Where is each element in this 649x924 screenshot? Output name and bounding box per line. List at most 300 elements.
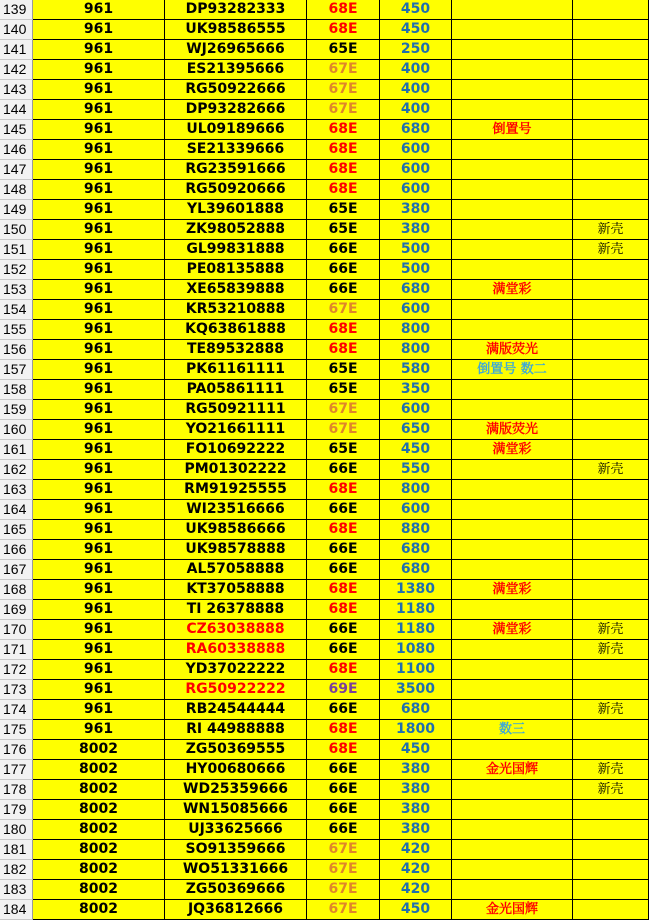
cell-price[interactable]: 600 <box>380 400 452 420</box>
row-header[interactable]: 152 <box>0 260 33 280</box>
cell-grade[interactable]: 65E <box>307 360 380 380</box>
cell-grade[interactable]: 66E <box>307 540 380 560</box>
cell-note[interactable] <box>452 740 573 760</box>
cell-series[interactable]: 961 <box>33 100 165 120</box>
row-header[interactable]: 174 <box>0 700 33 720</box>
cell-shell[interactable] <box>573 20 649 40</box>
row-header[interactable]: 157 <box>0 360 33 380</box>
cell-price[interactable]: 800 <box>380 480 452 500</box>
cell-serial-number[interactable]: YL39601888 <box>165 200 307 220</box>
cell-note[interactable] <box>452 0 573 20</box>
cell-grade[interactable]: 68E <box>307 660 380 680</box>
cell-series[interactable]: 961 <box>33 240 165 260</box>
cell-price[interactable]: 380 <box>380 780 452 800</box>
row-header[interactable]: 172 <box>0 660 33 680</box>
cell-grade[interactable]: 67E <box>307 900 380 920</box>
cell-series[interactable]: 961 <box>33 300 165 320</box>
cell-serial-number[interactable]: UL09189666 <box>165 120 307 140</box>
row-header[interactable]: 161 <box>0 440 33 460</box>
cell-shell[interactable] <box>573 500 649 520</box>
cell-price[interactable]: 450 <box>380 20 452 40</box>
cell-shell[interactable] <box>573 100 649 120</box>
row-header[interactable]: 181 <box>0 840 33 860</box>
cell-note[interactable] <box>452 400 573 420</box>
cell-price[interactable]: 650 <box>380 420 452 440</box>
cell-serial-number[interactable]: RM91925555 <box>165 480 307 500</box>
cell-series[interactable]: 961 <box>33 120 165 140</box>
cell-note[interactable] <box>452 380 573 400</box>
cell-grade[interactable]: 68E <box>307 580 380 600</box>
cell-price[interactable]: 680 <box>380 560 452 580</box>
cell-series[interactable]: 961 <box>33 80 165 100</box>
cell-note[interactable] <box>452 240 573 260</box>
cell-note[interactable] <box>452 320 573 340</box>
cell-price[interactable]: 680 <box>380 700 452 720</box>
cell-serial-number[interactable]: XE65839888 <box>165 280 307 300</box>
cell-shell[interactable]: 新壳 <box>573 700 649 720</box>
cell-grade[interactable]: 66E <box>307 640 380 660</box>
cell-series[interactable]: 961 <box>33 440 165 460</box>
row-header[interactable]: 148 <box>0 180 33 200</box>
cell-series[interactable]: 961 <box>33 540 165 560</box>
cell-series[interactable]: 961 <box>33 520 165 540</box>
cell-note[interactable] <box>452 300 573 320</box>
cell-shell[interactable] <box>573 520 649 540</box>
cell-note[interactable] <box>452 540 573 560</box>
cell-grade[interactable]: 67E <box>307 880 380 900</box>
cell-grade[interactable]: 67E <box>307 420 380 440</box>
cell-price[interactable]: 680 <box>380 280 452 300</box>
cell-note[interactable] <box>452 880 573 900</box>
cell-series[interactable]: 961 <box>33 280 165 300</box>
cell-note[interactable] <box>452 780 573 800</box>
row-header[interactable]: 173 <box>0 680 33 700</box>
cell-grade[interactable]: 68E <box>307 180 380 200</box>
cell-serial-number[interactable]: KQ63861888 <box>165 320 307 340</box>
cell-series[interactable]: 961 <box>33 40 165 60</box>
cell-grade[interactable]: 66E <box>307 240 380 260</box>
cell-grade[interactable]: 65E <box>307 220 380 240</box>
cell-serial-number[interactable]: UJ33625666 <box>165 820 307 840</box>
cell-series[interactable]: 961 <box>33 700 165 720</box>
cell-series[interactable]: 961 <box>33 160 165 180</box>
row-header[interactable]: 171 <box>0 640 33 660</box>
cell-price[interactable]: 1100 <box>380 660 452 680</box>
cell-price[interactable]: 400 <box>380 60 452 80</box>
cell-shell[interactable] <box>573 200 649 220</box>
cell-grade[interactable]: 68E <box>307 320 380 340</box>
cell-note[interactable] <box>452 140 573 160</box>
cell-grade[interactable]: 66E <box>307 620 380 640</box>
cell-series[interactable]: 8002 <box>33 760 165 780</box>
cell-grade[interactable]: 68E <box>307 720 380 740</box>
cell-series[interactable]: 8002 <box>33 840 165 860</box>
cell-shell[interactable] <box>573 540 649 560</box>
cell-shell[interactable] <box>573 160 649 180</box>
cell-price[interactable]: 380 <box>380 820 452 840</box>
cell-note[interactable] <box>452 460 573 480</box>
cell-note[interactable] <box>452 20 573 40</box>
cell-grade[interactable]: 68E <box>307 0 380 20</box>
cell-note[interactable] <box>452 560 573 580</box>
cell-shell[interactable]: 新壳 <box>573 780 649 800</box>
cell-note[interactable]: 倒置号 <box>452 120 573 140</box>
cell-serial-number[interactable]: YD37022222 <box>165 660 307 680</box>
cell-series[interactable]: 961 <box>33 260 165 280</box>
cell-series[interactable]: 961 <box>33 360 165 380</box>
cell-shell[interactable] <box>573 320 649 340</box>
row-header[interactable]: 158 <box>0 380 33 400</box>
cell-price[interactable]: 380 <box>380 800 452 820</box>
row-header[interactable]: 139 <box>0 0 33 20</box>
cell-grade[interactable]: 68E <box>307 520 380 540</box>
cell-series[interactable]: 961 <box>33 20 165 40</box>
cell-shell[interactable] <box>573 120 649 140</box>
cell-shell[interactable]: 新壳 <box>573 220 649 240</box>
cell-price[interactable]: 500 <box>380 240 452 260</box>
cell-series[interactable]: 8002 <box>33 820 165 840</box>
cell-series[interactable]: 961 <box>33 460 165 480</box>
cell-series[interactable]: 961 <box>33 380 165 400</box>
cell-shell[interactable] <box>573 600 649 620</box>
cell-note[interactable]: 金光国辉 <box>452 760 573 780</box>
cell-note[interactable]: 满堂彩 <box>452 280 573 300</box>
cell-serial-number[interactable]: DP93282333 <box>165 0 307 20</box>
cell-shell[interactable] <box>573 840 649 860</box>
cell-note[interactable] <box>452 80 573 100</box>
cell-price[interactable]: 550 <box>380 460 452 480</box>
row-header[interactable]: 170 <box>0 620 33 640</box>
cell-shell[interactable]: 新壳 <box>573 460 649 480</box>
cell-note[interactable] <box>452 700 573 720</box>
cell-price[interactable]: 3500 <box>380 680 452 700</box>
cell-serial-number[interactable]: DP93282666 <box>165 100 307 120</box>
cell-series[interactable]: 961 <box>33 420 165 440</box>
cell-series[interactable]: 961 <box>33 60 165 80</box>
cell-serial-number[interactable]: TE89532888 <box>165 340 307 360</box>
cell-shell[interactable] <box>573 900 649 920</box>
cell-series[interactable]: 961 <box>33 320 165 340</box>
cell-series[interactable]: 961 <box>33 400 165 420</box>
cell-grade[interactable]: 68E <box>307 480 380 500</box>
cell-shell[interactable] <box>573 360 649 380</box>
cell-price[interactable]: 880 <box>380 520 452 540</box>
row-header[interactable]: 149 <box>0 200 33 220</box>
row-header[interactable]: 169 <box>0 600 33 620</box>
cell-series[interactable]: 961 <box>33 500 165 520</box>
row-header[interactable]: 175 <box>0 720 33 740</box>
cell-serial-number[interactable]: HY00680666 <box>165 760 307 780</box>
cell-serial-number[interactable]: KR53210888 <box>165 300 307 320</box>
cell-serial-number[interactable]: YO21661111 <box>165 420 307 440</box>
cell-price[interactable]: 250 <box>380 40 452 60</box>
cell-shell[interactable] <box>573 80 649 100</box>
cell-grade[interactable]: 69E <box>307 680 380 700</box>
cell-price[interactable]: 600 <box>380 180 452 200</box>
row-header[interactable]: 180 <box>0 820 33 840</box>
cell-serial-number[interactable]: UK98578888 <box>165 540 307 560</box>
cell-price[interactable]: 450 <box>380 900 452 920</box>
cell-price[interactable]: 450 <box>380 440 452 460</box>
cell-series[interactable]: 961 <box>33 600 165 620</box>
cell-grade[interactable]: 67E <box>307 860 380 880</box>
cell-grade[interactable]: 67E <box>307 400 380 420</box>
cell-grade[interactable]: 66E <box>307 700 380 720</box>
cell-price[interactable]: 580 <box>380 360 452 380</box>
cell-shell[interactable] <box>573 720 649 740</box>
cell-note[interactable] <box>452 60 573 80</box>
row-header[interactable]: 162 <box>0 460 33 480</box>
row-header[interactable]: 184 <box>0 900 33 920</box>
cell-series[interactable]: 961 <box>33 220 165 240</box>
cell-series[interactable]: 8002 <box>33 740 165 760</box>
cell-note[interactable]: 金光国辉 <box>452 900 573 920</box>
row-header[interactable]: 154 <box>0 300 33 320</box>
cell-price[interactable]: 680 <box>380 540 452 560</box>
cell-serial-number[interactable]: ES21395666 <box>165 60 307 80</box>
cell-series[interactable]: 8002 <box>33 880 165 900</box>
cell-shell[interactable] <box>573 880 649 900</box>
cell-series[interactable]: 961 <box>33 340 165 360</box>
cell-shell[interactable] <box>573 680 649 700</box>
cell-note[interactable] <box>452 660 573 680</box>
cell-grade[interactable]: 66E <box>307 760 380 780</box>
row-header[interactable]: 151 <box>0 240 33 260</box>
cell-shell[interactable]: 新壳 <box>573 640 649 660</box>
cell-shell[interactable] <box>573 60 649 80</box>
cell-shell[interactable] <box>573 580 649 600</box>
row-header[interactable]: 178 <box>0 780 33 800</box>
row-header[interactable]: 183 <box>0 880 33 900</box>
cell-serial-number[interactable]: ZG50369666 <box>165 880 307 900</box>
cell-price[interactable]: 380 <box>380 220 452 240</box>
cell-series[interactable]: 961 <box>33 680 165 700</box>
cell-serial-number[interactable]: PE08135888 <box>165 260 307 280</box>
cell-grade[interactable]: 66E <box>307 260 380 280</box>
cell-serial-number[interactable]: RG23591666 <box>165 160 307 180</box>
cell-price[interactable]: 420 <box>380 880 452 900</box>
cell-shell[interactable] <box>573 660 649 680</box>
cell-series[interactable]: 8002 <box>33 900 165 920</box>
cell-serial-number[interactable]: RG50922666 <box>165 80 307 100</box>
cell-shell[interactable]: 新壳 <box>573 760 649 780</box>
cell-price[interactable]: 600 <box>380 140 452 160</box>
cell-grade[interactable]: 67E <box>307 300 380 320</box>
cell-grade[interactable]: 66E <box>307 460 380 480</box>
cell-serial-number[interactable]: PK61161111 <box>165 360 307 380</box>
row-header[interactable]: 182 <box>0 860 33 880</box>
cell-note[interactable]: 倒置号 数二 <box>452 360 573 380</box>
cell-note[interactable]: 数三 <box>452 720 573 740</box>
cell-serial-number[interactable]: ZG50369555 <box>165 740 307 760</box>
cell-note[interactable]: 满堂彩 <box>452 620 573 640</box>
cell-series[interactable]: 961 <box>33 140 165 160</box>
cell-serial-number[interactable]: SO91359666 <box>165 840 307 860</box>
cell-grade[interactable]: 67E <box>307 840 380 860</box>
cell-price[interactable]: 1800 <box>380 720 452 740</box>
row-header[interactable]: 156 <box>0 340 33 360</box>
cell-note[interactable] <box>452 600 573 620</box>
cell-serial-number[interactable]: AL57058888 <box>165 560 307 580</box>
cell-series[interactable]: 961 <box>33 640 165 660</box>
cell-serial-number[interactable]: FO10692222 <box>165 440 307 460</box>
cell-shell[interactable] <box>573 400 649 420</box>
cell-note[interactable] <box>452 100 573 120</box>
cell-price[interactable]: 1380 <box>380 580 452 600</box>
cell-note[interactable]: 满版荧光 <box>452 420 573 440</box>
cell-series[interactable]: 8002 <box>33 800 165 820</box>
cell-serial-number[interactable]: UK98586555 <box>165 20 307 40</box>
row-header[interactable]: 145 <box>0 120 33 140</box>
cell-note[interactable] <box>452 840 573 860</box>
cell-shell[interactable] <box>573 280 649 300</box>
cell-series[interactable]: 961 <box>33 620 165 640</box>
cell-serial-number[interactable]: KT37058888 <box>165 580 307 600</box>
cell-shell[interactable] <box>573 180 649 200</box>
cell-shell[interactable] <box>573 560 649 580</box>
cell-shell[interactable] <box>573 40 649 60</box>
cell-note[interactable] <box>452 220 573 240</box>
cell-grade[interactable]: 66E <box>307 820 380 840</box>
row-header[interactable]: 147 <box>0 160 33 180</box>
cell-shell[interactable]: 新壳 <box>573 620 649 640</box>
cell-price[interactable]: 600 <box>380 500 452 520</box>
cell-grade[interactable]: 67E <box>307 80 380 100</box>
cell-note[interactable] <box>452 480 573 500</box>
cell-series[interactable]: 961 <box>33 180 165 200</box>
cell-price[interactable]: 380 <box>380 760 452 780</box>
cell-series[interactable]: 961 <box>33 200 165 220</box>
row-header[interactable]: 163 <box>0 480 33 500</box>
cell-price[interactable]: 450 <box>380 0 452 20</box>
cell-shell[interactable] <box>573 860 649 880</box>
cell-serial-number[interactable]: PM01302222 <box>165 460 307 480</box>
cell-shell[interactable] <box>573 340 649 360</box>
cell-grade[interactable]: 65E <box>307 40 380 60</box>
cell-price[interactable]: 450 <box>380 740 452 760</box>
row-header[interactable]: 153 <box>0 280 33 300</box>
cell-serial-number[interactable]: RB24544444 <box>165 700 307 720</box>
cell-grade[interactable]: 67E <box>307 60 380 80</box>
cell-price[interactable]: 800 <box>380 320 452 340</box>
cell-serial-number[interactable]: RG50922222 <box>165 680 307 700</box>
cell-grade[interactable]: 68E <box>307 340 380 360</box>
cell-grade[interactable]: 65E <box>307 380 380 400</box>
cell-price[interactable]: 1180 <box>380 600 452 620</box>
cell-shell[interactable] <box>573 800 649 820</box>
cell-note[interactable] <box>452 180 573 200</box>
row-header[interactable]: 179 <box>0 800 33 820</box>
cell-note[interactable] <box>452 200 573 220</box>
cell-price[interactable]: 420 <box>380 840 452 860</box>
row-header[interactable]: 176 <box>0 740 33 760</box>
cell-serial-number[interactable]: SE21339666 <box>165 140 307 160</box>
cell-grade[interactable]: 68E <box>307 600 380 620</box>
cell-note[interactable] <box>452 800 573 820</box>
cell-price[interactable]: 420 <box>380 860 452 880</box>
cell-shell[interactable] <box>573 300 649 320</box>
row-header[interactable]: 142 <box>0 60 33 80</box>
cell-serial-number[interactable]: UK98586666 <box>165 520 307 540</box>
cell-serial-number[interactable]: WO51331666 <box>165 860 307 880</box>
cell-series[interactable]: 961 <box>33 560 165 580</box>
cell-note[interactable] <box>452 820 573 840</box>
cell-serial-number[interactable]: RG50920666 <box>165 180 307 200</box>
cell-grade[interactable]: 65E <box>307 200 380 220</box>
cell-serial-number[interactable]: GL99831888 <box>165 240 307 260</box>
cell-note[interactable] <box>452 260 573 280</box>
row-header[interactable]: 150 <box>0 220 33 240</box>
cell-series[interactable]: 961 <box>33 660 165 680</box>
row-header[interactable]: 141 <box>0 40 33 60</box>
cell-grade[interactable]: 65E <box>307 440 380 460</box>
cell-serial-number[interactable]: CZ63038888 <box>165 620 307 640</box>
cell-grade[interactable]: 68E <box>307 160 380 180</box>
cell-note[interactable] <box>452 520 573 540</box>
row-header[interactable]: 144 <box>0 100 33 120</box>
cell-price[interactable]: 380 <box>380 200 452 220</box>
cell-price[interactable]: 600 <box>380 160 452 180</box>
cell-shell[interactable] <box>573 480 649 500</box>
cell-note[interactable] <box>452 860 573 880</box>
cell-series[interactable]: 961 <box>33 480 165 500</box>
row-header[interactable]: 177 <box>0 760 33 780</box>
cell-grade[interactable]: 66E <box>307 560 380 580</box>
cell-serial-number[interactable]: ZK98052888 <box>165 220 307 240</box>
cell-price[interactable]: 680 <box>380 120 452 140</box>
row-header[interactable]: 164 <box>0 500 33 520</box>
cell-note[interactable]: 满堂彩 <box>452 440 573 460</box>
cell-grade[interactable]: 66E <box>307 280 380 300</box>
row-header[interactable]: 160 <box>0 420 33 440</box>
cell-grade[interactable]: 68E <box>307 120 380 140</box>
cell-note[interactable] <box>452 640 573 660</box>
cell-serial-number[interactable]: JQ36812666 <box>165 900 307 920</box>
cell-grade[interactable]: 67E <box>307 100 380 120</box>
cell-grade[interactable]: 66E <box>307 500 380 520</box>
cell-grade[interactable]: 66E <box>307 800 380 820</box>
cell-grade[interactable]: 68E <box>307 740 380 760</box>
cell-price[interactable]: 350 <box>380 380 452 400</box>
cell-serial-number[interactable]: WN15085666 <box>165 800 307 820</box>
cell-shell[interactable] <box>573 440 649 460</box>
cell-serial-number[interactable]: PA05861111 <box>165 380 307 400</box>
cell-price[interactable]: 500 <box>380 260 452 280</box>
cell-shell[interactable] <box>573 140 649 160</box>
cell-note[interactable] <box>452 160 573 180</box>
cell-serial-number[interactable]: TI 26378888 <box>165 600 307 620</box>
row-header[interactable]: 146 <box>0 140 33 160</box>
cell-serial-number[interactable]: RI 44988888 <box>165 720 307 740</box>
cell-series[interactable]: 961 <box>33 720 165 740</box>
cell-note[interactable] <box>452 500 573 520</box>
row-header[interactable]: 143 <box>0 80 33 100</box>
cell-price[interactable]: 800 <box>380 340 452 360</box>
cell-serial-number[interactable]: WD25359666 <box>165 780 307 800</box>
cell-price[interactable]: 400 <box>380 100 452 120</box>
cell-series[interactable]: 961 <box>33 0 165 20</box>
row-header[interactable]: 159 <box>0 400 33 420</box>
cell-price[interactable]: 400 <box>380 80 452 100</box>
cell-shell[interactable]: 新壳 <box>573 240 649 260</box>
cell-grade[interactable]: 68E <box>307 140 380 160</box>
cell-note[interactable] <box>452 40 573 60</box>
cell-shell[interactable] <box>573 0 649 20</box>
row-header[interactable]: 166 <box>0 540 33 560</box>
cell-series[interactable]: 8002 <box>33 860 165 880</box>
cell-shell[interactable] <box>573 260 649 280</box>
cell-note[interactable]: 满版荧光 <box>452 340 573 360</box>
